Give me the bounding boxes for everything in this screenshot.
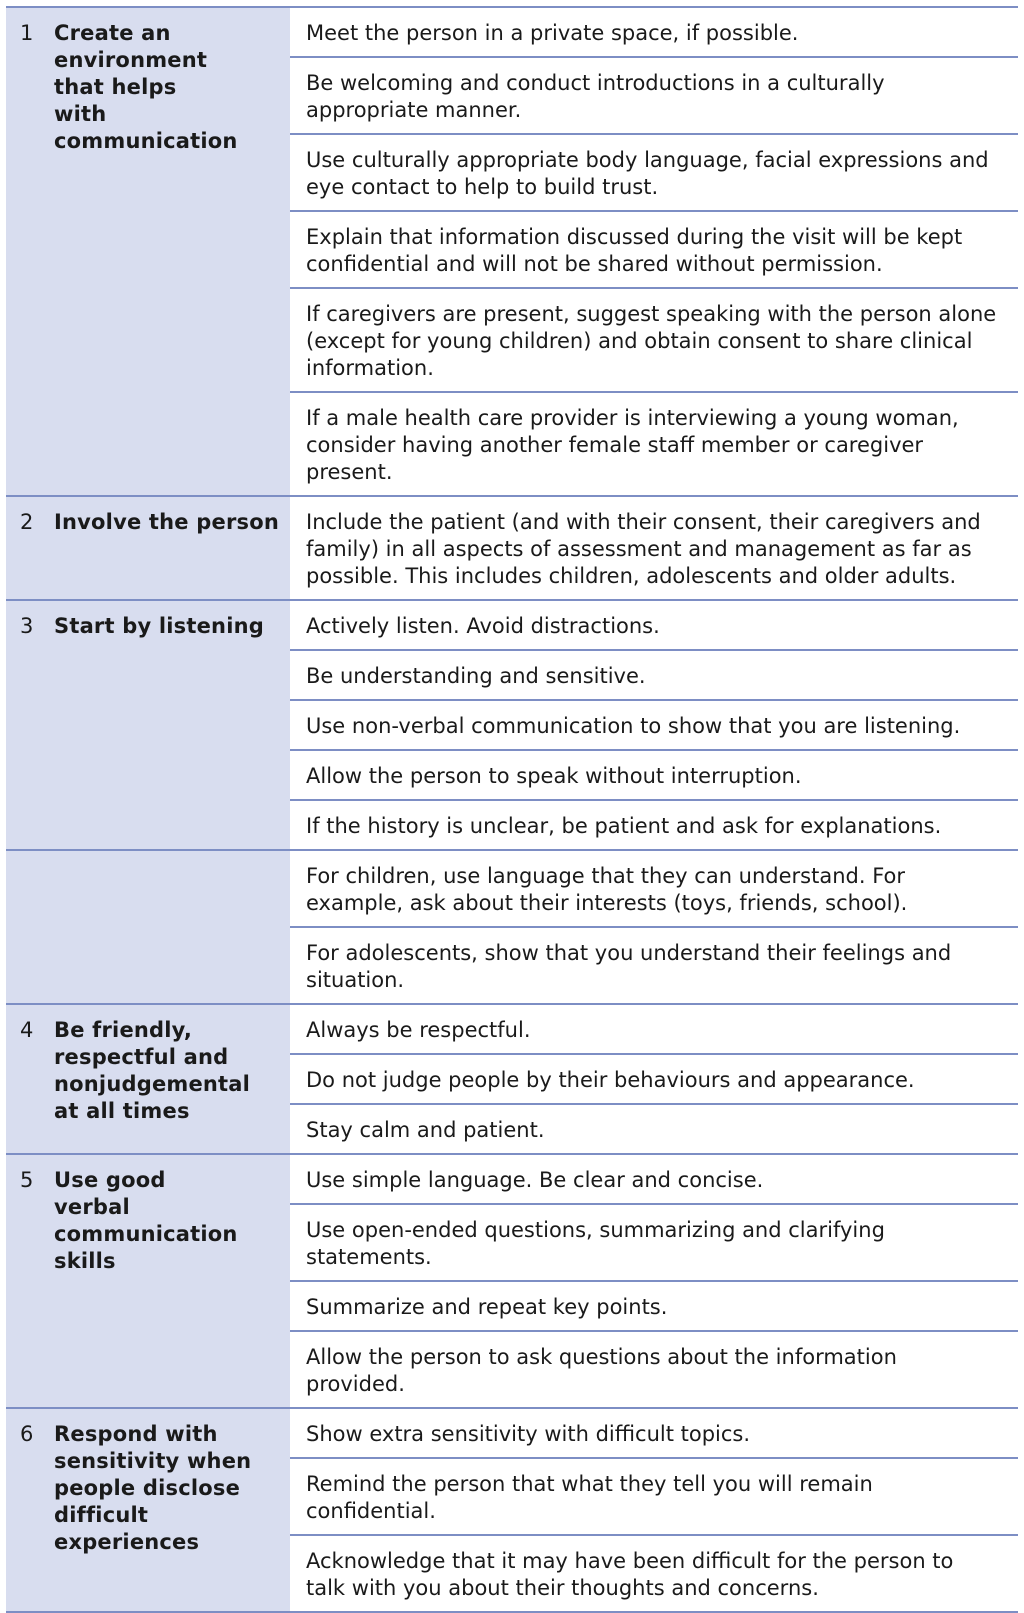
section-items [290,1155,1018,1407]
list-item: For children, use language that they can understand. For example, ask about their interests (toys, friends, school). [306,864,908,915]
list-item: Use simple language. Be clear and concise. [306,1168,764,1192]
section-header-cell [6,8,290,495]
list-item: Use culturally appropriate body language, facial expressions and eye contact to help to build trust. [290,133,1018,210]
section-row [6,1005,1018,1155]
section-title: Involve the person [54,510,279,534]
section-number: 1 [20,21,34,45]
section-header-cell [6,1155,290,1407]
list-item: Explain that information discussed during the visit will be kept confidential and will not be shared without permission. [290,210,1018,287]
section-row [6,497,1018,601]
list-item: Use non-verbal communication to show that you are listening. [290,699,1018,749]
list-item: Be welcoming and conduct introductions in a culturally appropriate manner. [290,56,1018,133]
list-item: If caregivers are present, suggest speaking with the person alone (except for young children) and obtain consent to share clinical information. [290,287,1018,391]
section-title: Start by listening [54,614,264,638]
list-item: Include the patient (and with their consent, their caregivers and family) in all aspects of assessment and management as far as possible. This includes children, adolescents and older adults. [306,510,981,588]
list-item: Stay calm and patient. [290,1103,1018,1153]
list-item: Allow the person to ask questions about the information provided. [290,1330,1018,1407]
section-header-cell [6,1409,290,1611]
list-item: If the history is unclear, be patient and ask for explanations. [290,799,1018,849]
section-items [290,1409,1018,1611]
section-header-cell [6,497,290,599]
section-header-cell [6,851,290,1003]
list-item: Allow the person to speak without interruption. [290,749,1018,799]
list-item: Use open-ended questions, summarizing and clarifying statements. [290,1203,1018,1280]
list-item: Meet the person in a private space, if possible. [306,21,799,45]
list-item: Always be respectful. [306,1018,531,1042]
section-number: 5 [20,1168,34,1192]
list-item: Summarize and repeat key points. [290,1280,1018,1330]
section-header-cell [6,1005,290,1153]
list-item: Actively listen. Avoid distractions. [306,614,660,638]
section-items [290,497,1018,599]
section-number: 2 [20,510,34,534]
list-item: Remind the person that what they tell you will remain confidential. [290,1457,1018,1534]
section-title: Use good verbal communication skills [54,1168,238,1273]
section-title: Respond with sensitivity when people disclose difficult experiences [54,1422,252,1554]
list-item: For adolescents, show that you understand their feelings and situation. [290,926,1018,1003]
list-item: Do not judge people by their behaviours and appearance. [290,1053,1018,1103]
section-items [290,601,1018,849]
list-item: Acknowledge that it may have been difficult for the person to talk with you about their thoughts and concerns. [290,1534,1018,1611]
communication-table [6,6,1018,1613]
section-number: 4 [20,1018,34,1042]
section-items [290,1005,1018,1153]
section-number: 3 [20,614,34,638]
section-row [6,6,1018,497]
list-item: Show extra sensitivity with difficult topics. [306,1422,751,1446]
section-row [6,1409,1018,1613]
section-items [290,851,1018,1003]
list-item: Be understanding and sensitive. [290,649,1018,699]
list-item: If a male health care provider is interviewing a young woman, consider having another female staff member or caregiver present. [290,391,1018,495]
section-row [6,1155,1018,1409]
section-number: 6 [20,1422,34,1446]
section-title: Be friendly, respectful and nonjudgemental at all times [54,1018,251,1123]
section-title: Create an environment that helps with communication [54,21,238,153]
section-items [290,8,1018,495]
section-header-cell [6,601,290,849]
section-row [6,851,1018,1005]
section-row [6,601,1018,851]
